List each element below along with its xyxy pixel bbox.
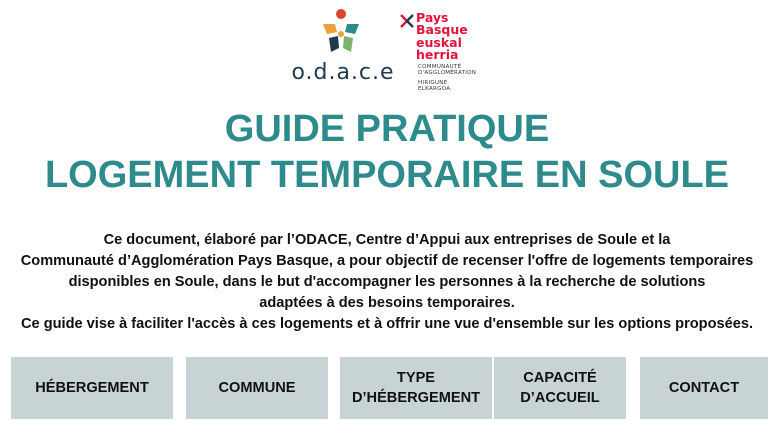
column-header-label: D’ACCUEIL <box>520 390 600 406</box>
odace-wordmark: o.d.a.c.e <box>291 60 395 85</box>
column-header-commune <box>186 357 328 419</box>
pb-logo-subtext: ELKARGOA <box>418 86 451 92</box>
intro-paragraph <box>0 230 774 335</box>
column-header-label: COMMUNE <box>218 380 296 396</box>
pays-basque-emblem-icon <box>400 14 414 28</box>
odace-emblem-icon <box>315 8 367 58</box>
pb-logo-line: herria <box>416 47 459 62</box>
column-header-label: CAPACITÉ <box>523 370 597 386</box>
column-header-label: D’HÉBERGEMENT <box>351 390 481 406</box>
intro-line: disponibles en Soule, dans le but d'accompagner les personnes à la recherche de solutions <box>68 274 706 290</box>
page-title <box>0 106 774 198</box>
column-header-label: CONTACT <box>668 380 740 396</box>
column-header-type <box>340 357 492 419</box>
logo-bar <box>0 8 774 90</box>
odace-logo <box>287 8 399 90</box>
intro-line: Communauté d’Agglomération Pays Basque, a pour objectif de recenser l'offre de logements temporaires <box>20 253 754 269</box>
column-header-contact <box>640 357 768 419</box>
pb-logo-subtext: D'AGGLOMÉRATION <box>418 70 477 76</box>
column-header-label: TYPE <box>396 370 436 386</box>
intro-line: adaptées à des besoins temporaires. <box>259 295 515 311</box>
title-line: GUIDE PRATIQUE <box>224 108 550 150</box>
table-header-row <box>0 357 774 419</box>
pb-logo-line: euskal <box>416 35 462 50</box>
intro-line: Ce guide vise à faciliter l'accès à ces logements et à offrir une vue d'ensemble sur les options proposées. <box>20 316 754 332</box>
pb-logo-subtext: HIRIGUNE <box>418 80 448 86</box>
pb-logo-line: Basque <box>416 22 468 37</box>
pays-basque-logo <box>400 10 490 92</box>
title-line: LOGEMENT TEMPORAIRE EN SOULE <box>44 154 730 196</box>
pb-logo-line: Pays <box>416 10 449 25</box>
column-header-label: HÉBERGEMENT <box>35 380 149 396</box>
intro-line: Ce document, élaboré par l’ODACE, Centre d’Appui aux entreprises de Soule et la <box>103 232 671 248</box>
pb-logo-subtext: COMMUNAUTÉ <box>418 64 462 70</box>
column-header-capacite <box>494 357 626 419</box>
column-header-hebergement <box>11 357 173 419</box>
